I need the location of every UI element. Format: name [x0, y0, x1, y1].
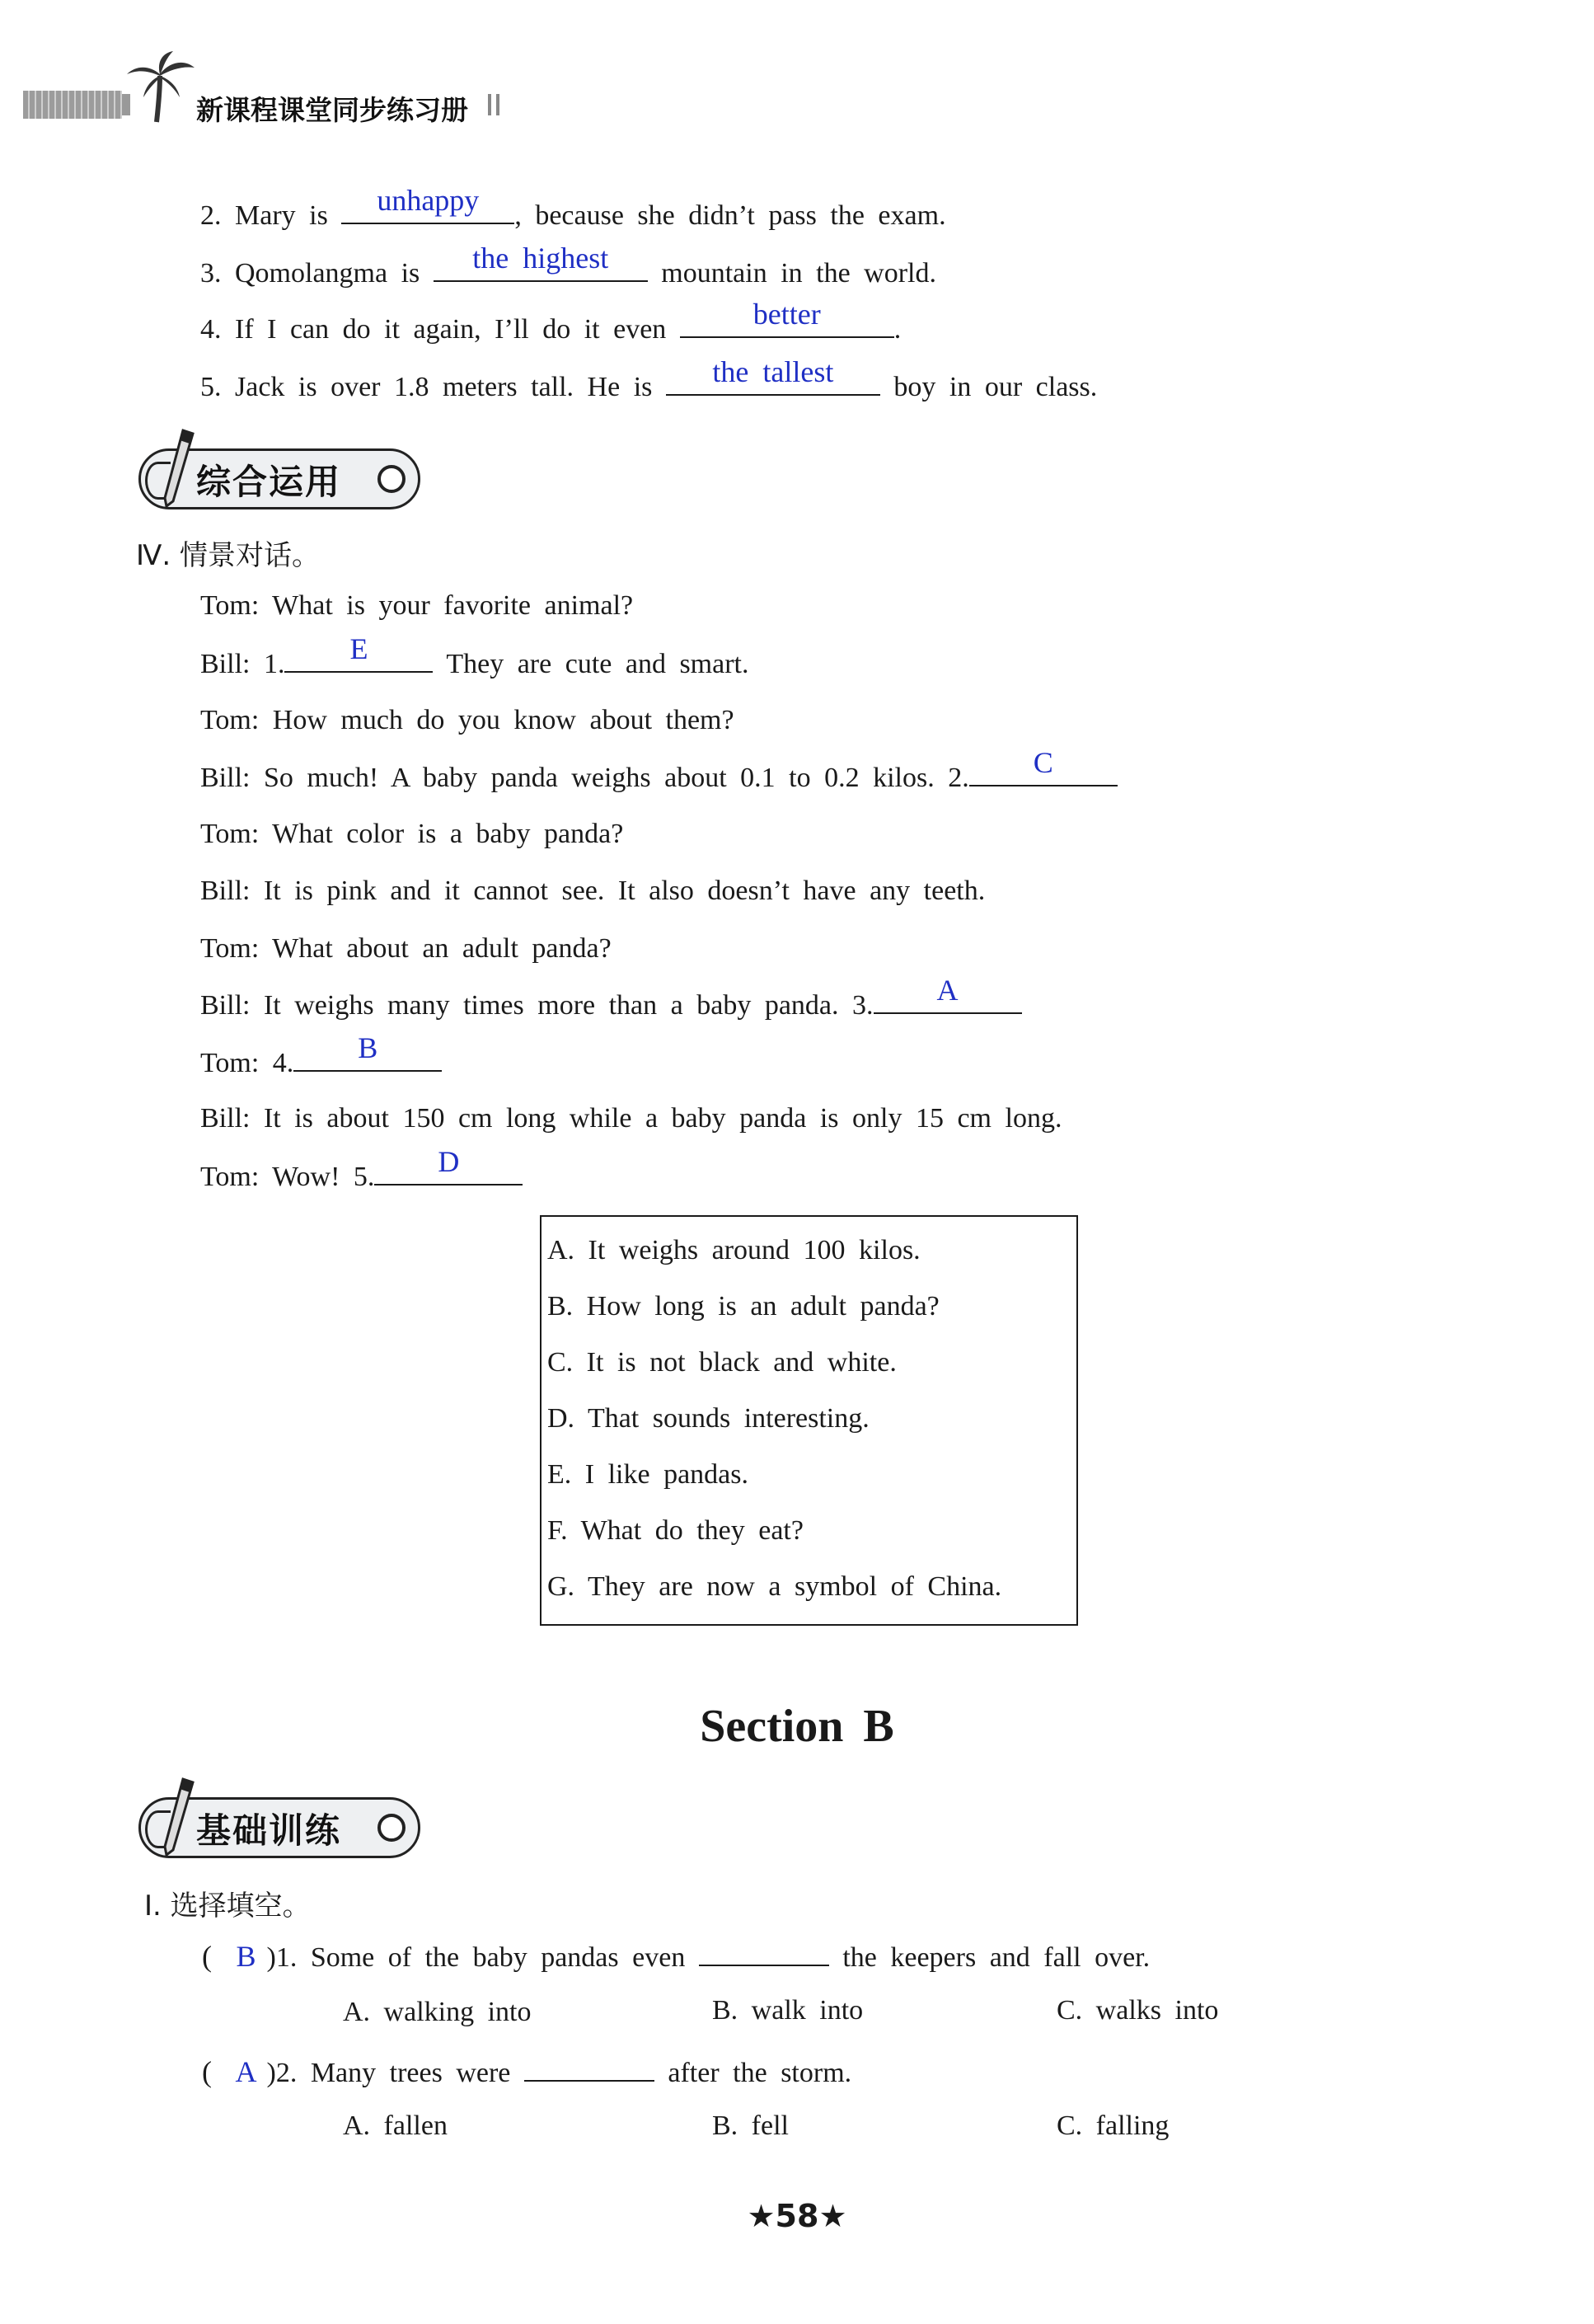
- pencil-icon: [158, 427, 196, 509]
- pencil-icon: [158, 1776, 196, 1858]
- answer-blank: better: [680, 313, 894, 338]
- part-heading: Ⅳ. 情景对话。: [136, 539, 320, 572]
- fill-blank-item: 5. Jack is over 1.8 meters tall. He is the tallest boy in our class.: [200, 355, 1098, 402]
- dialogue-line: Tom: How much do you know about them?: [200, 705, 734, 735]
- dialogue-line: Bill: 1. E They are cute and smart.: [200, 632, 749, 679]
- part-heading: Ⅰ. 选择填空。: [144, 1890, 311, 1923]
- fill-blank-item: 4. If I can do it again, I’ll do it even better .: [200, 298, 902, 345]
- option-item: G. They are now a symbol of China.: [547, 1571, 1002, 1602]
- answer-blank: the highest: [434, 257, 648, 282]
- answer-blank: B: [293, 1047, 442, 1072]
- mc-choice: C. falling: [1057, 2110, 1170, 2141]
- answer-blank: [524, 2057, 654, 2082]
- star-icon: ★: [747, 2198, 776, 2234]
- dialogue-line: Bill: It weighs many times more than a baby panda. 3. A: [200, 989, 1022, 1021]
- option-item: F. What do they eat?: [547, 1515, 804, 1546]
- mc-choice: A. fallen: [343, 2110, 448, 2141]
- palm-tree-icon: [124, 49, 198, 124]
- answer-blank: A: [874, 989, 1022, 1014]
- fill-blank-item: 2. Mary is unhappy , because she didn’t pass the exam.: [200, 184, 946, 231]
- mc-choice: A. walking into: [343, 1997, 532, 2027]
- mc-answer: B: [236, 1940, 256, 1973]
- dialogue-line: Tom: 4. B: [200, 1047, 442, 1079]
- answer-blank: E: [284, 648, 433, 673]
- mc-choice: B. walk into: [712, 1995, 864, 2026]
- option-item: B. How long is an adult panda?: [547, 1291, 940, 1322]
- header-divider: [496, 94, 499, 115]
- option-item: E. I like pandas.: [547, 1459, 748, 1490]
- page-number: ★58★: [747, 2198, 847, 2234]
- section-badge-label: 基础训练: [196, 1810, 342, 1851]
- mc-choice: C. walks into: [1057, 1995, 1219, 2026]
- dialogue-line: Bill: So much! A baby panda weighs about 0.1 to 0.2 kilos. 2. C: [200, 762, 1118, 794]
- mc-choice: B. fell: [712, 2110, 789, 2141]
- answer-blank: unhappy: [341, 200, 514, 224]
- dialogue-line: Tom: Wow! 5. D: [200, 1161, 523, 1193]
- dialogue-line: Bill: It is about 150 cm long while a baby panda is only 15 cm long.: [200, 1103, 1062, 1134]
- mc-answer: A: [235, 2055, 257, 2088]
- section-title: Section B: [700, 1701, 894, 1752]
- header-divider: [488, 94, 491, 115]
- dialogue-line: Tom: What about an adult panda?: [200, 933, 612, 964]
- option-item: A. It weighs around 100 kilos.: [547, 1235, 921, 1265]
- badge-ring-icon: [377, 465, 406, 493]
- header-decoration-bar: [23, 91, 122, 119]
- mc-question: ( A )2. Many trees were after the storm.: [202, 2055, 852, 2088]
- option-item: C. It is not black and white.: [547, 1347, 897, 1378]
- answer-blank: [699, 1941, 829, 1966]
- dialogue-line: Tom: What is your favorite animal?: [200, 590, 634, 621]
- star-icon: ★: [818, 2198, 847, 2234]
- mc-question: ( B )1. Some of the baby pandas even the keepers and fall over.: [202, 1940, 1151, 1973]
- book-title: 新课程课堂同步练习册: [196, 94, 468, 126]
- fill-blank-item: 3. Qomolangma is the highest mountain in the world.: [200, 242, 937, 289]
- answer-blank: D: [374, 1161, 523, 1185]
- section-badge-label: 综合运用: [196, 462, 342, 502]
- answer-blank: C: [969, 762, 1118, 786]
- dialogue-line: Tom: What color is a baby panda?: [200, 819, 624, 849]
- badge-ring-icon: [377, 1814, 406, 1842]
- dialogue-line: Bill: It is pink and it cannot see. It also doesn’t have any teeth.: [200, 876, 986, 906]
- answer-blank: the tallest: [666, 371, 880, 396]
- option-item: D. That sounds interesting.: [547, 1403, 870, 1434]
